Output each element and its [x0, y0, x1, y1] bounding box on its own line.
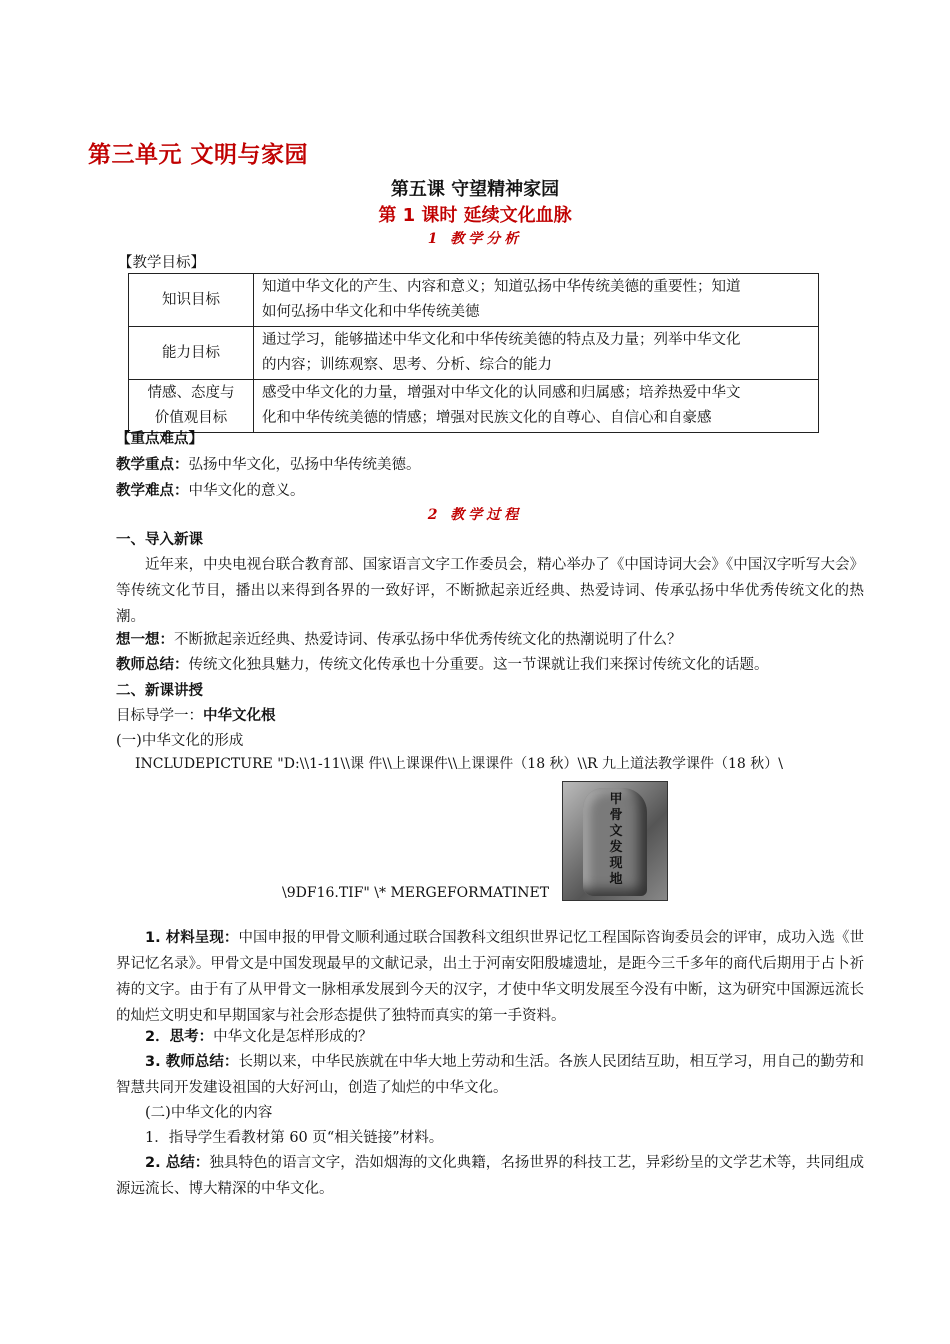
think-text: 不断掀起亲近经典、热爱诗词、传承弘扬中华优秀传统文化的热潮说明了什么？	[174, 632, 682, 648]
intro-paragraph: 近年来，中央电视台联合教育部、国家语言文字工作委员会，精心举办了《中国诗词大会》《中国汉字听写大会》等传统文化节目，播出以来得到各界的一致好评，不断掀起亲近经典、热爱诗词、传承弘扬中华优秀传统文化的热潮。	[116, 557, 864, 625]
item4-line: 1．指导学生看教材第 60 页“相关链接”材料。	[145, 1130, 444, 1146]
goal-line: 感受中华文化的力量，增强对中华文化的认同感和归属感；培养热爱中华文	[262, 385, 741, 401]
goal-content	[254, 274, 819, 327]
oracle-bone-site-photo	[562, 781, 668, 901]
item1-paragraph	[116, 925, 864, 1029]
goal-line: 知道中华文化的产生、内容和意义；知道弘扬中华传统美德的重要性；知道	[262, 279, 741, 295]
item1-label: 1. 材料呈现：	[145, 930, 239, 946]
key-point-line	[116, 452, 421, 478]
summary-label: 教师总结：	[116, 657, 189, 673]
goal-line: 通过学习，能够描述中华文化和中华传统美德的特点及力量；列举中华文化	[262, 332, 741, 348]
goals-table	[128, 273, 819, 433]
item2-line	[116, 1024, 373, 1050]
target1-text: 中华文化根	[203, 708, 276, 724]
goal-label	[129, 380, 254, 433]
difficulty-text: 中华文化的意义。	[188, 483, 305, 499]
item3-text: 长期以来，中华民族就在中华大地上劳动和生活。各族人民团结互助，相互学习，用自己的勤劳和智慧共同开发建设祖国的大好河山，创造了灿烂的中华文化。	[116, 1054, 864, 1096]
item1-text: 中国申报的甲骨文顺利通过联合国教科文组织世界记忆工程国际咨询委员会的评审，成功入选《世界记忆名录》。甲骨文是中国发现最早的文献记录，出土于河南安阳殷墟遗址，是距今三千多年的商代后期用于占卜祈祷的文字。由于有了从甲骨文一脉相承发展到今天的汉字，才使中华文明发展至今没有中断，这为研究中国源远流长的灿烂文明史和早期国家与社会形态提供了独特而真实的第一手资料。	[116, 930, 864, 1024]
lesson-title: 第五课 守望精神家园	[390, 179, 560, 200]
item3-paragraph	[116, 1049, 864, 1101]
difficulty-label: 教学难点：	[116, 483, 189, 499]
goals-label: 【教学目标】	[118, 255, 205, 271]
item2-label: 2．思考：	[145, 1029, 214, 1045]
part2-title: 二、新课讲授	[116, 683, 203, 699]
item5-paragraph	[116, 1150, 864, 1202]
goal-label-line: 情感、态度与	[147, 385, 235, 401]
include-picture-field: INCLUDEPICTURE "D:\\1-11\\课 件\\上课课件\\上课课件（18 秋）\\R 九上道法教学课件（18 秋）\	[135, 756, 783, 772]
photo-caption: 甲骨文发现地	[609, 792, 623, 887]
summary-line	[116, 652, 769, 678]
period-title: 第 1 课时 延续文化血脉	[378, 205, 572, 226]
goal-label: 知识目标	[129, 274, 254, 327]
item5-text: 独具特色的语言文字，浩如烟海的文化典籍，名扬世界的科技工艺，异彩纷呈的文学艺术等，共同组成源远流长、博大精深的中华文化。	[116, 1155, 864, 1197]
summary-text: 传统文化独具魅力，传统文化传承也十分重要。这一节课就让我们来探讨传统文化的话题。	[188, 657, 769, 673]
goal-content	[254, 327, 819, 380]
goal-content	[254, 380, 819, 433]
unit-title: 第三单元 文明与家园	[88, 142, 309, 168]
table-row	[129, 380, 819, 433]
goal-line: 的内容；训练观察、思考、分析、综合的能力	[262, 357, 552, 373]
item3-label: 3. 教师总结：	[145, 1054, 239, 1070]
merge-format-field: \9DF16.TIF" \* MERGEFORMATINET	[282, 885, 550, 901]
goal-label-line: 价值观目标	[154, 410, 228, 426]
part1-title: 一、导入新课	[116, 532, 203, 548]
key-point-text: 弘扬中华文化，弘扬中华传统美德。	[188, 457, 421, 473]
table-row	[129, 274, 819, 327]
difficulty-line	[116, 478, 305, 504]
goal-line: 如何弘扬中华文化和中华传统美德	[262, 304, 480, 320]
item2-text: 中华文化是怎样形成的？	[213, 1029, 373, 1045]
target1-line	[116, 703, 276, 729]
think-line	[116, 627, 682, 653]
table-row	[129, 327, 819, 380]
goal-label: 能力目标	[129, 327, 254, 380]
section-heading-analysis: 1 教学分析	[427, 231, 523, 247]
key-points-label: 【重点难点】	[116, 431, 203, 447]
think-label: 想一想：	[116, 632, 174, 648]
goal-line: 化和中华传统美德的情感；增强对民族文化的自尊心、自信心和自豪感	[262, 410, 712, 426]
subsection-formation: (一)中华文化的形成	[116, 733, 244, 749]
key-point-label: 教学重点：	[116, 457, 189, 473]
item5-label: 2. 总结：	[145, 1155, 210, 1171]
target1-label: 目标导学一：	[116, 708, 203, 724]
subsection-content: (二)中华文化的内容	[145, 1105, 273, 1121]
section-heading-process: 2 教学过程	[427, 507, 523, 523]
